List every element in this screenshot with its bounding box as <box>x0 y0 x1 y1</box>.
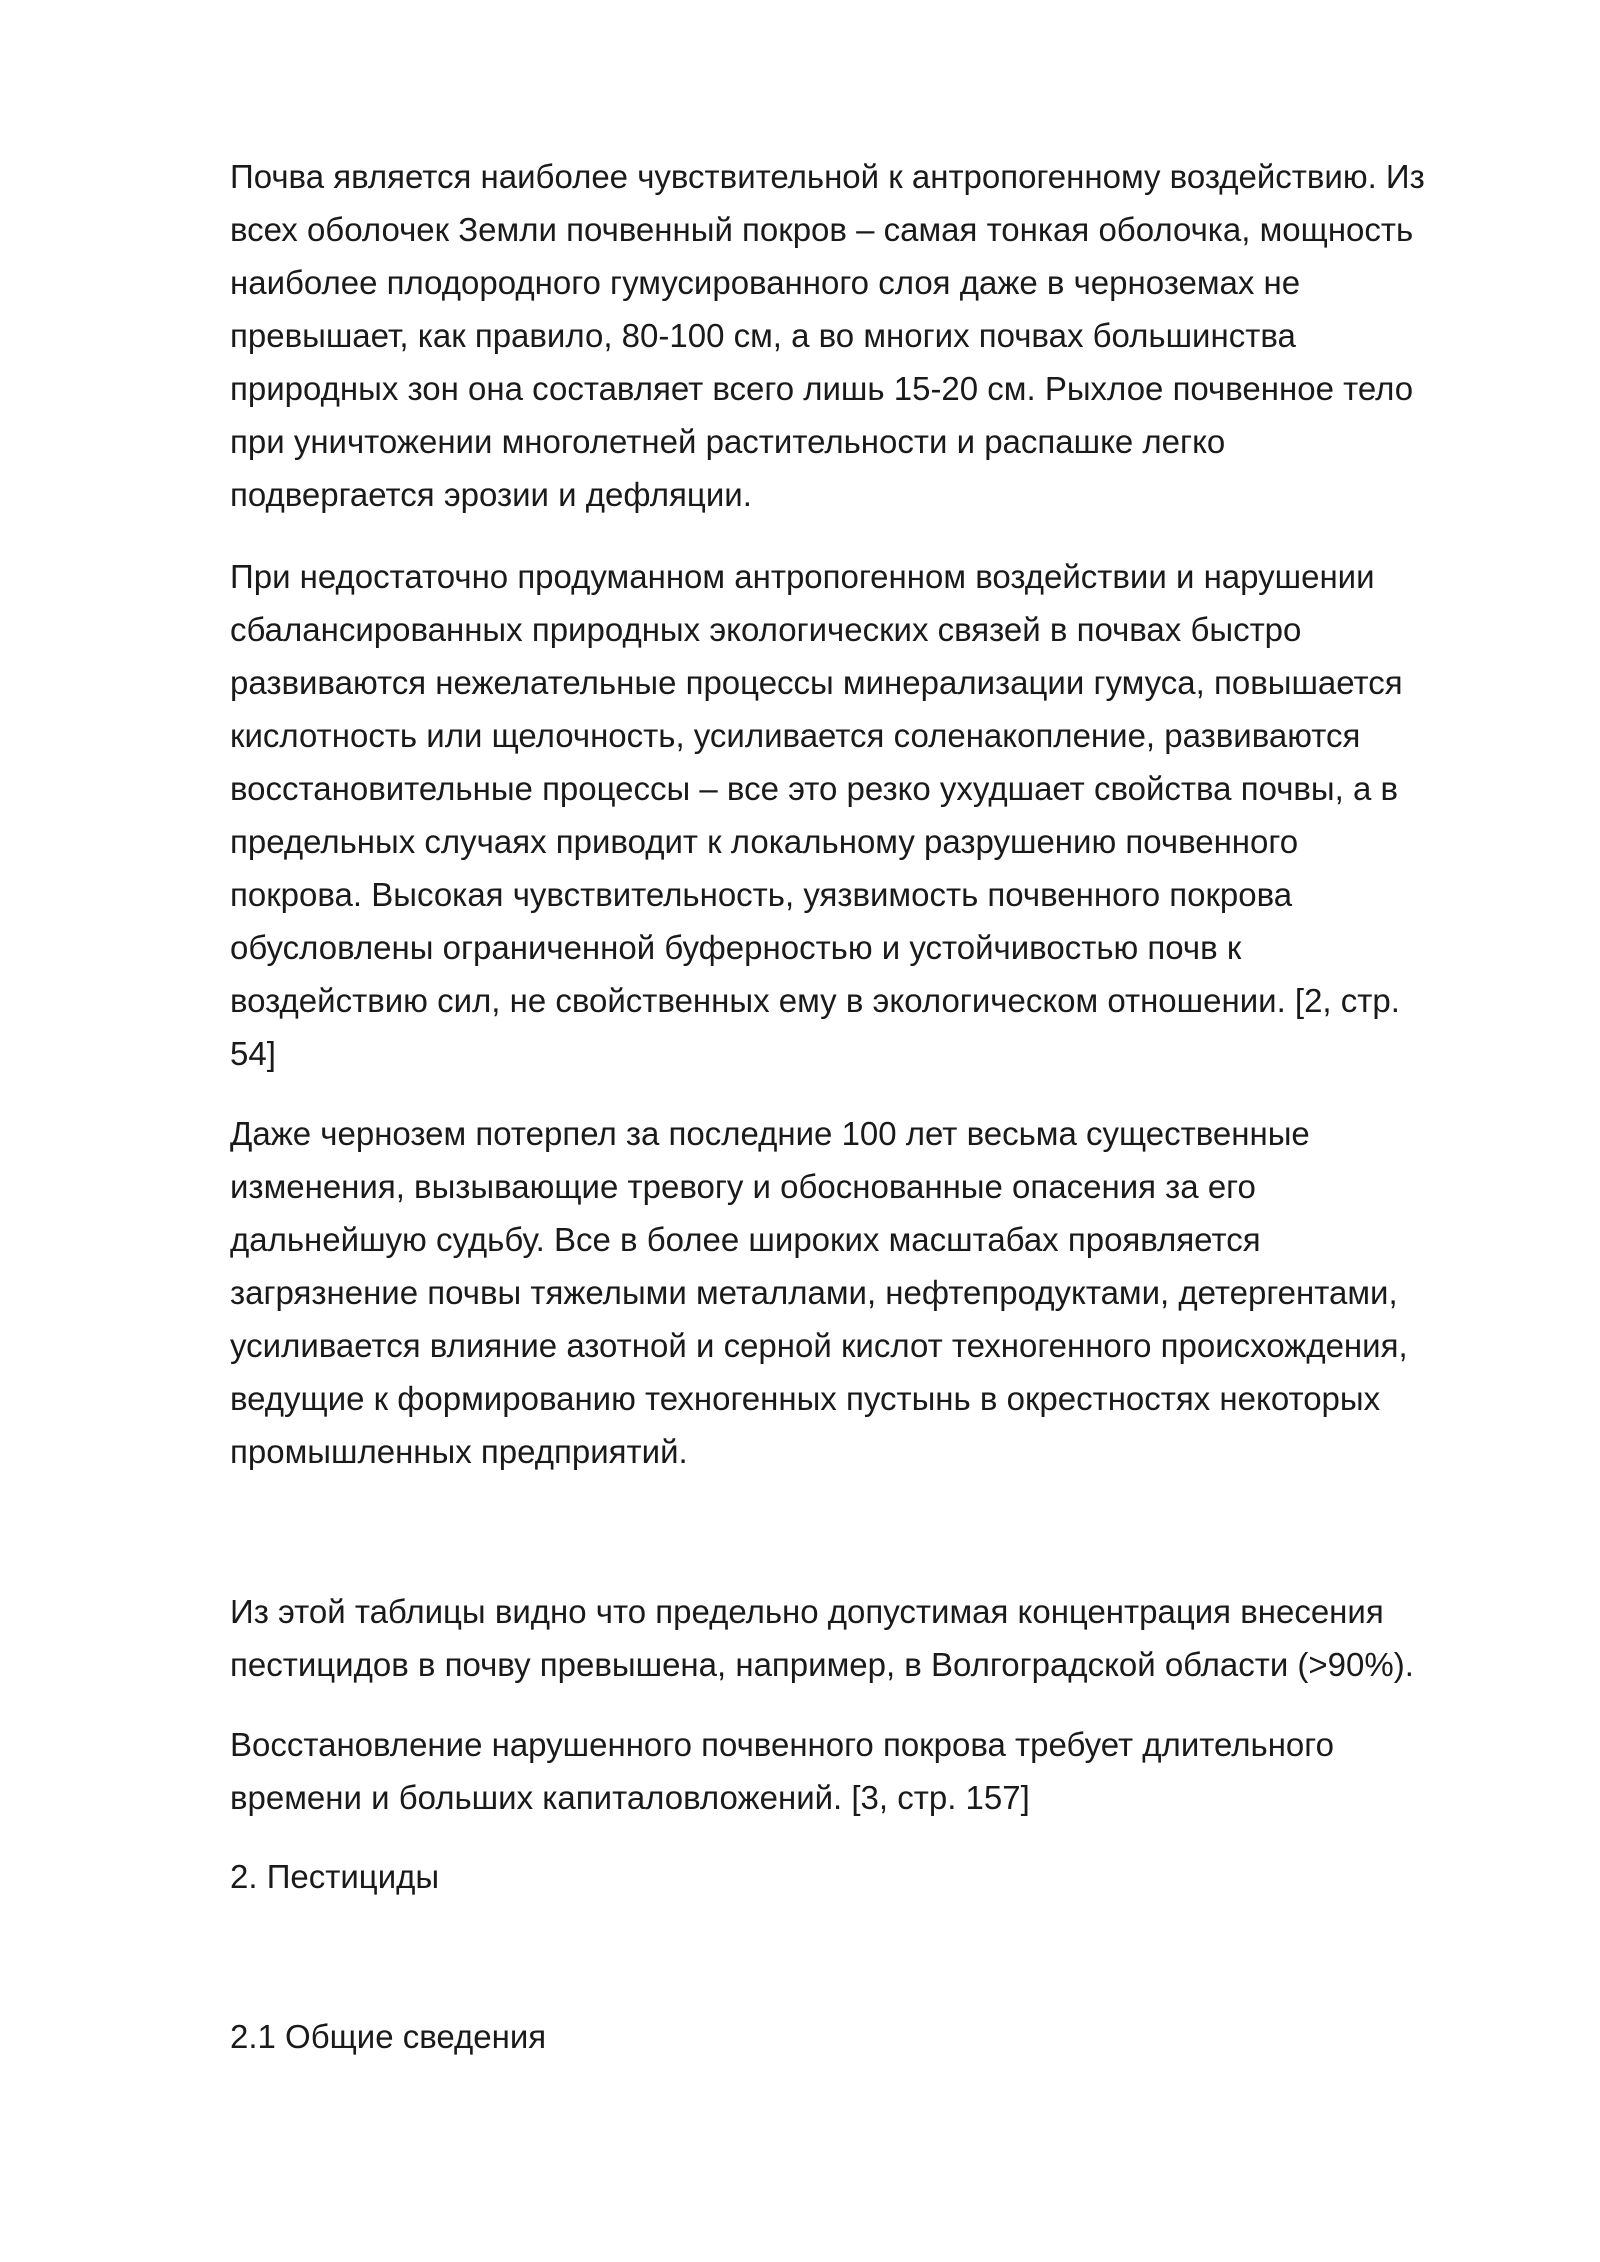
paragraph-soil-sensitivity: Почва является наиболее чувствительной к антропогенному воздействию. Из всех оболочек Земли почвенный покров – самая тонкая оболочка, мощность наиболее плодородного гумусированного слоя даже в черноземах не превышает, как правило, 80-100 см, а во многих почвах большинства природных зон она составляет всего лишь 15-20 см. Рыхлое почвенное тело при уничтожении многолетней растительности и распашке легко подвергается эрозии и дефляции. <box>230 158 1425 513</box>
subsection-heading: 2.1 Общие сведения <box>230 2018 547 2055</box>
paragraph-anthropogenic-impact: При недостаточно продуманном антропогенном воздействии и нарушении сбалансированных природных экологических связей в почвах быстро развиваются нежелательные процессы минерализации гумуса, повышается кислотность или щелочность, усиливается соленакопление, развиваются восстановительные процессы – все это резко ухудшает свойства почвы, а в предельных случаях приводит к локальному разрушению почвенного покрова. Высокая чувствительность, уязвимость почвенного покрова обусловлены ограниченной буферностью и устойчивостью почв к воздействию сил, не свойственных ему в экологическом отношении. [2, стр. 54] <box>230 558 1403 1072</box>
paragraph-restoration: Восстановление нарушенного почвенного покрова требует длительного времени и больших капиталовложений. [3, стр. 157] <box>230 1726 1334 1816</box>
section-heading: 2. Пестициды <box>230 1858 440 1895</box>
paragraph-chernozem-changes: Даже чернозем потерпел за последние 100 лет весьма существенные изменения, вызывающие тревогу и обоснованные опасения за его дальнейшую судьбу. Все в более широких масштабах проявляется загрязнение почвы тяжелыми металлами, нефтепродуктами, детергентами, усиливается влияние азотной и серной кислот техногенного происхождения, ведущие к формированию техногенных пустынь в окрестностях некоторых промышленных предприятий. <box>230 1115 1408 1470</box>
paragraph-table-conclusion: Из этой таблицы видно что предельно допустимая концентрация внесения пестицидов в почву превышена, например, в Волгоградской области (>90%). <box>230 1593 1414 1683</box>
